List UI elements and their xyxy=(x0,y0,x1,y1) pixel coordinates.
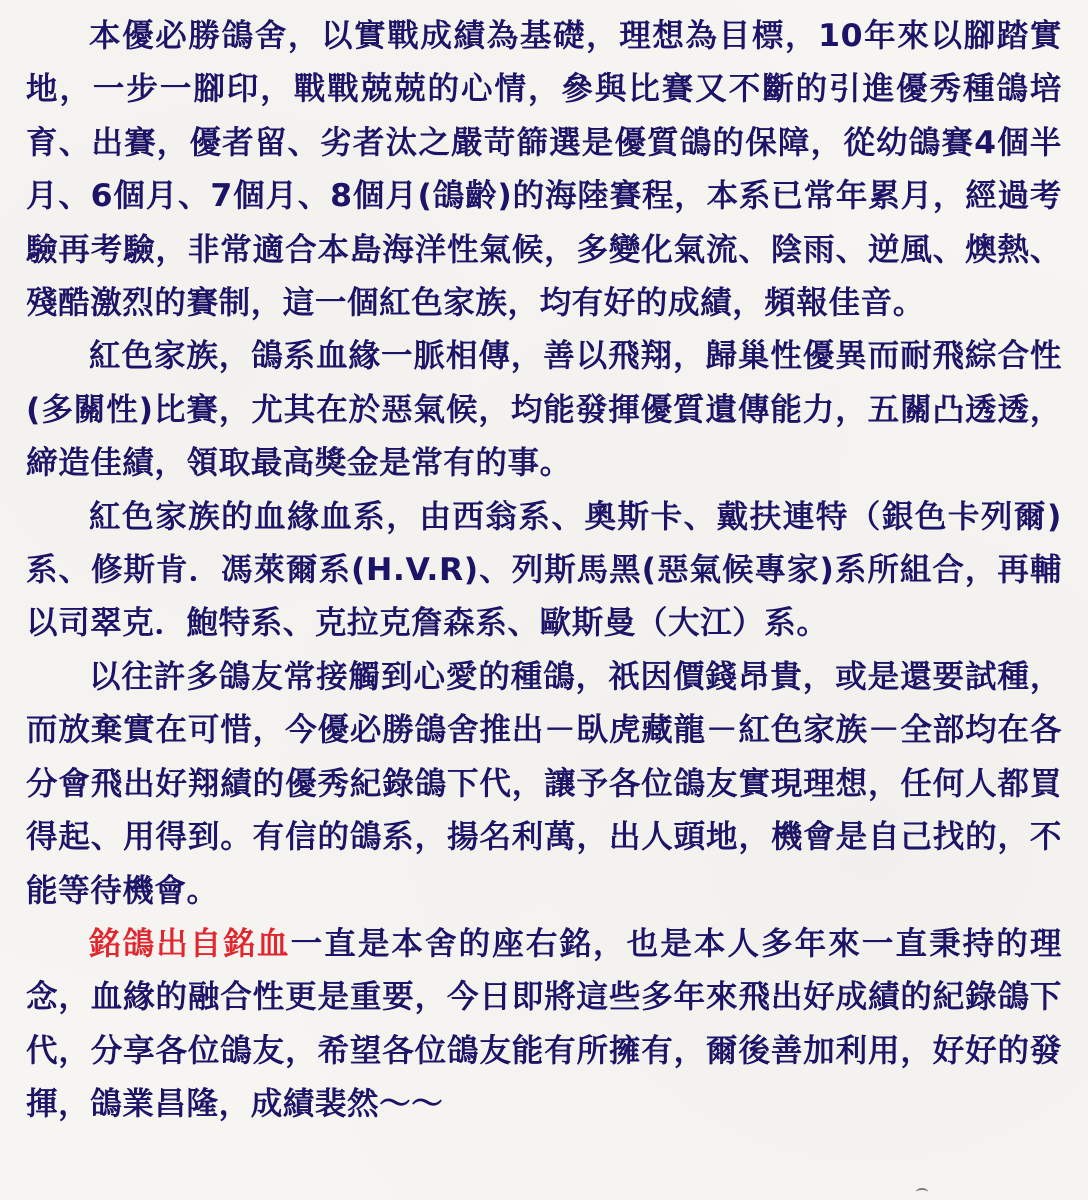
paragraph-bloodlines xyxy=(26,491,1062,651)
paragraph-intro xyxy=(26,10,1062,330)
paragraph-intro-text: 本優必勝鴿舍，以實戰成績為基礎，理想為目標，10年來以腳踏實地，一步一腳印，戰戰兢兢的心情，參與比賽又不斷的引進優秀種鴿培育、出賽，優者留、劣者汰之嚴苛篩選是優質鴿的保障，從幼鴿賽4個半月、6個月、7個月、8個月(鴿齡)的海陸賽程，本系已常年累月，經過考驗再考驗，非常適合本島海洋性氣候，多變化氣流、陰雨、逆風、燠熱、殘酷激烈的賽制，這一個紅色家族，均有好的成績，頻報佳音。 xyxy=(26,18,1062,322)
motto-highlight: 銘鴿出自銘血 xyxy=(89,925,291,962)
paragraph-offer-text: 以往許多鴿友常接觸到心愛的種鴿，祇因價錢昂貴，或是還要試種，而放棄實在可惜，今優必勝鴿舍推出－臥虎藏龍－紅色家族－全部均在各分會飛出好翔績的優秀紀錄鴿下代，讓予各位鴿友實現理想，任何人都買得起、用得到。有信的鴿系，揚名利萬，出人頭地，機會是自己找的，不能等待機會。 xyxy=(26,658,1062,909)
paragraph-motto-text: 一直是本舍的座右銘，也是本人多年來一直秉持的理念，血緣的融合性更是重要，今日即將這些多年來飛出好成績的紀錄鴿下代，分享各位鴿友，希望各位鴿友能有所擁有，爾後善加利用，好好的發揮，鴿業昌隆，成績裴然～～ xyxy=(26,925,1062,1123)
paragraph-red-family xyxy=(26,330,1062,490)
paragraph-motto xyxy=(26,918,1062,1132)
scan-mark-decoration xyxy=(916,1188,928,1196)
paragraph-offer xyxy=(26,651,1062,918)
paragraph-red-family-text: 紅色家族，鴿系血緣一脈相傳，善以飛翔，歸巢性優異而耐飛綜合性(多關性)比賽，尤其在於惡氣候，均能發揮優質遺傳能力，五關凸透透，締造佳績，領取最高獎金是常有的事。 xyxy=(26,338,1062,482)
paragraph-bloodlines-text: 紅色家族的血緣血系，由西翁系、奧斯卡、戴扶連特（銀色卡列爾)系、修斯肯．馮萊爾系(H.V.R)、列斯馬黑(惡氣候專家)系所組合，再輔以司翠克．鮑特系、克拉克詹森系、歐斯曼（大江）系。 xyxy=(26,498,1062,642)
